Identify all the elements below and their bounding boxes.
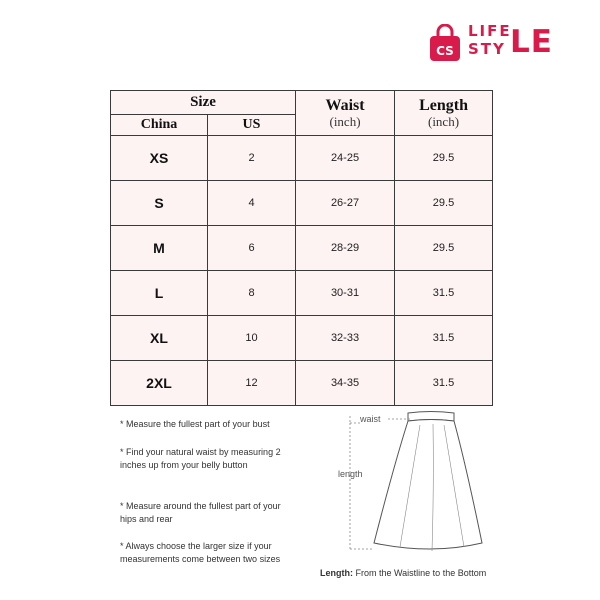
skirt-measurement-diagram [330, 405, 500, 565]
table-row [111, 226, 493, 271]
caption-text: From the Waistline to the Bottom [353, 568, 487, 578]
waist-cell: 30-31 [296, 271, 395, 316]
waist-cell: 32-33 [296, 316, 395, 361]
table-row [111, 361, 493, 406]
length-label: length [338, 469, 363, 479]
waist-label: waist [360, 414, 381, 424]
waist-cell: 28-29 [296, 226, 395, 271]
table-row [111, 136, 493, 181]
table-row [111, 181, 493, 226]
size-chart-table [110, 90, 493, 406]
waist-cell: 24-25 [296, 136, 395, 181]
length-cell: 29.5 [395, 181, 493, 226]
logo-word-life: LIFE [468, 22, 512, 40]
waist-header-cell [296, 91, 395, 136]
length-cell: 31.5 [395, 361, 493, 406]
length-cell: 29.5 [395, 226, 493, 271]
waist-header: Waist [325, 97, 365, 114]
china-size-cell: S [111, 181, 208, 226]
waist-unit: (inch) [329, 114, 361, 129]
length-header: Length [419, 97, 468, 114]
brand-logo [428, 18, 578, 70]
length-header-cell [395, 91, 493, 136]
note-hips: * Measure around the fullest part of your hips and rear [120, 501, 281, 524]
table-row [111, 271, 493, 316]
skirt-illustration [330, 405, 500, 565]
china-header: China [111, 115, 208, 136]
logo-word-sty: STY [468, 40, 506, 58]
length-cell: 31.5 [395, 271, 493, 316]
note-waist: * Find your natural waist by measuring 2 inches up from your belly button [120, 447, 281, 470]
waist-cell: 26-27 [296, 181, 395, 226]
note-bust: * Measure the fullest part of your bust [120, 419, 270, 429]
caption-bold: Length: [320, 568, 353, 578]
logo-bag-text: CS [436, 44, 454, 58]
us-size-cell: 12 [208, 361, 296, 406]
skirt-body [374, 420, 482, 550]
table-row [111, 316, 493, 361]
china-size-cell: XS [111, 136, 208, 181]
china-size-cell: 2XL [111, 361, 208, 406]
shopping-bag-icon [428, 24, 462, 62]
us-header: US [208, 115, 296, 136]
china-size-cell: L [111, 271, 208, 316]
diagram-caption [320, 568, 486, 578]
note-larger-size: * Always choose the larger size if your measurements come between two sizes [120, 541, 281, 564]
us-size-cell: 8 [208, 271, 296, 316]
length-cell: 29.5 [395, 136, 493, 181]
us-size-cell: 6 [208, 226, 296, 271]
china-size-cell: M [111, 226, 208, 271]
length-cell: 31.5 [395, 316, 493, 361]
waist-cell: 34-35 [296, 361, 395, 406]
logo-word-le: LE [510, 24, 553, 60]
length-unit: (inch) [427, 114, 460, 129]
us-size-cell: 4 [208, 181, 296, 226]
size-header: Size [111, 91, 296, 115]
china-size-cell: XL [111, 316, 208, 361]
us-size-cell: 10 [208, 316, 296, 361]
us-size-cell: 2 [208, 136, 296, 181]
